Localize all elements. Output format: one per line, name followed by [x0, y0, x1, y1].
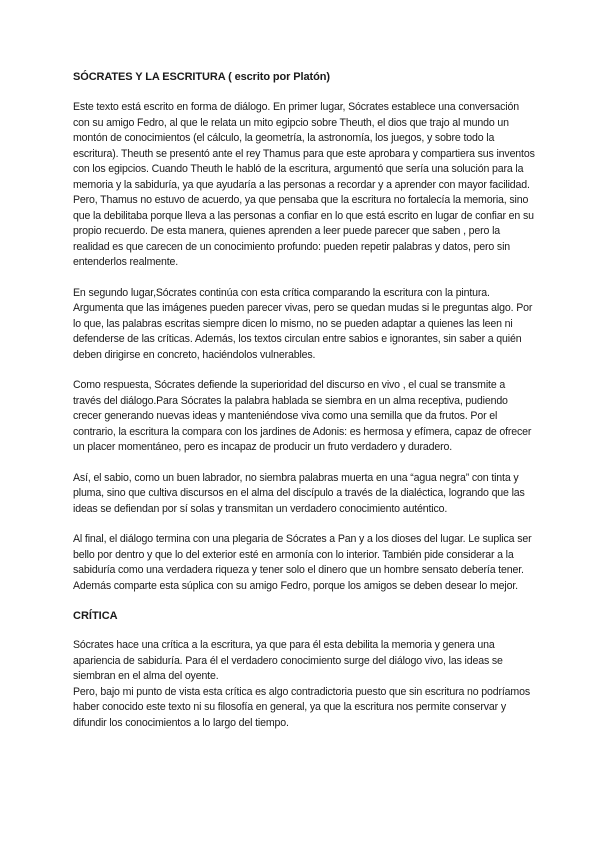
paragraph-4: Así, el sabio, como un buen labrador, no siembra palabras muerta en una “agua negra” con tinta y pluma, sino que cultiva discursos en el alma del discípulo a través de la dialéctica, logrando que las ideas se defiendan por sí solas y transmitan un verdadero conocimiento auténtico.: [73, 471, 525, 515]
paragraph-5: Al final, el diálogo termina con una plegaria de Sócrates a Pan y a los dioses del lugar. Le suplica ser bello por dentro y que lo del exterior esté en armonía con lo interior. También pide considerar a la sabiduría como una verdadera riqueza y tener solo el dinero que un hombre sensato debería tener. Además comparte esta súplica con su amigo Fedro, porque los amigos se deben desear lo mejor.: [73, 533, 532, 592]
paragraph-1: Este texto está escrito en forma de diálogo. En primer lugar, Sócrates establece una conversación con su amigo Fedro, al que le relata un mito egipcio sobre Theuth, el dios que trajo al mundo un montón de conocimientos (el cálculo, la geometría, la astronomía, los juegos, y sobre todo la escritura). Theuth se presentó ante el rey Thamus para que este aprobara y compartiera sus inventos con los egipcios. Cuando Theuth le habló de la escritura, argumentó que sería una solución para la memoria y la sabiduría, ya que ayudaría a las personas a recordar y a aprender con mayor facilidad. Pero, Thamus no estuvo de acuerdo, ya que pensaba que la escritura no fortalecía la memoria, sino que la debilitaba porque lleva a las personas a confiar en lo que está escrito en lugar de confiar en su propio recuerdo. De esta manera, quienes aprenden a leer puede parecer que saben , pero la realidad es que carecen de un conocimiento profundo: pueden repetir palabras y datos, pero sin entenderlos realmente.: [73, 101, 535, 268]
document-page: [73, 70, 535, 746]
paragraph-2: En segundo lugar,Sócrates continúa con esta crítica comparando la escritura con la pintura. Argumenta que las imágenes pueden parecer vivas, pero se quedan mudas si le preguntas algo. Por lo que, las palabras escritas siempre dicen lo mismo, no se pueden adaptar a quienes las leen ni defenderse de las críticas. Además, los textos circulan entre sabios e ignorantes, sin saber a quién deben dirigirse en concreto, haciéndolos vulnerables.: [73, 286, 533, 361]
critica-heading: CRÍTICA: [73, 610, 118, 622]
document-title: SÓCRATES Y LA ESCRITURA ( escrito por Platón): [73, 71, 330, 83]
critica-paragraph-2: Pero, bajo mi punto de vista esta crítica es algo contradictoria puesto que sin escritura no podríamos haber conocido este texto ni su filosofía en general, ya que la escritura nos permite conservar y difundir los conocimientos a lo largo del tiempo.: [73, 685, 530, 729]
critica-paragraph-1: Sócrates hace una crítica a la escritura, ya que para él esta debilita la memoria y genera una apariencia de sabiduría. Para él el verdadero conocimiento surge del diálogo vivo, las ideas se siembran en el alma del oyente.: [73, 639, 503, 682]
paragraph-3: Como respuesta, Sócrates defiende la superioridad del discurso en vivo , el cual se transmite a través del diálogo.Para Sócrates la palabra hablada se siembra en un alma receptiva, pudiendo crecer generando nuevas ideas y manteniéndose viva como una semilla que da frutos. Por el contrario, la escritura la compara con los jardines de Adonis: es hermosa y efímera, capaz de ofrecer un placer momentáneo, pero es incapaz de producir un fruto verdadero y duradero.: [73, 379, 532, 453]
